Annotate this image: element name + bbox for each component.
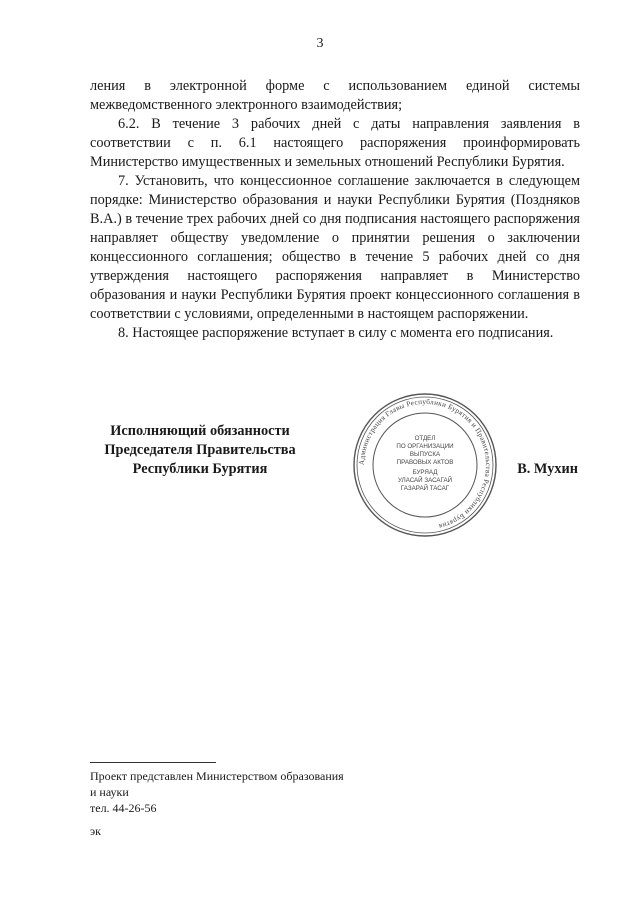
footnote-line: Проект представлен Министерством образования	[90, 769, 344, 783]
paragraph-7: 7. Установить, что концессионное соглашение заключается в следующем порядке: Министерство образования и науки Республики Бурятия (Поздняков В.А.) в течение трех рабочих дней со дня подписания настоящего распоряжения направляет обществу уведомление о принятии решения о заключении концессионного соглашения; общество в течение 5 рабочих дней со дня утверждения настоящего распоряжения направляет в Министерство образования и науки Республики Бурятия проект концессионного соглашения в соответствии с условиями, определенными в настоящем распоряжении.	[90, 173, 580, 322]
seal-center-line: ПО ОРГАНИЗАЦИИ	[396, 443, 454, 450]
executor-code: эк	[90, 824, 101, 838]
official-seal	[352, 392, 498, 538]
body-text	[90, 77, 580, 343]
signer-name: В. Мухин	[517, 461, 578, 477]
seal-center-line: БУРЯАД	[412, 469, 438, 476]
paragraph-6-2: 6.2. В течение 3 рабочих дней с даты направления заявления в соответствии с п. 6.1 настоящего распоряжения проинформировать Министерство имущественных и земельных отношений Республики Бурятия.	[90, 116, 580, 170]
signatory-position-line: Республики Бурятия	[132, 461, 268, 477]
page-number: 3	[316, 36, 324, 51]
seal-outer-text: Администрация Главы Республики Бурятия и Правительства Республики Бурятия	[357, 397, 493, 531]
seal-center-line: ВЫПУСКА	[409, 451, 441, 458]
footnote	[90, 768, 344, 816]
seal-center-line: ГАЗАРАЙ ТАСАГ	[400, 485, 450, 492]
signatory-position-line: Председателя Правительства	[104, 442, 296, 458]
seal-center-line: ПРАВОВЫХ АКТОВ	[396, 459, 454, 466]
signatory-position-line: Исполняющий обязанности	[110, 423, 290, 439]
seal-center-line: ОТДЕЛ	[414, 435, 436, 442]
footnote-line: тел. 44-26-56	[90, 801, 157, 815]
seal-center-line: УЛАСАЙ ЗАСАГАЙ	[397, 477, 453, 484]
paragraph-continuation: ления в электронной форме с использованием единой системы межведомственного электронного взаимодействия;	[90, 78, 580, 113]
paragraph-8: 8. Настоящее распоряжение вступает в силу с момента его подписания.	[118, 325, 554, 341]
footnote-line: и науки	[90, 785, 129, 799]
footnote-divider	[90, 762, 216, 763]
signatory-position	[90, 422, 310, 479]
